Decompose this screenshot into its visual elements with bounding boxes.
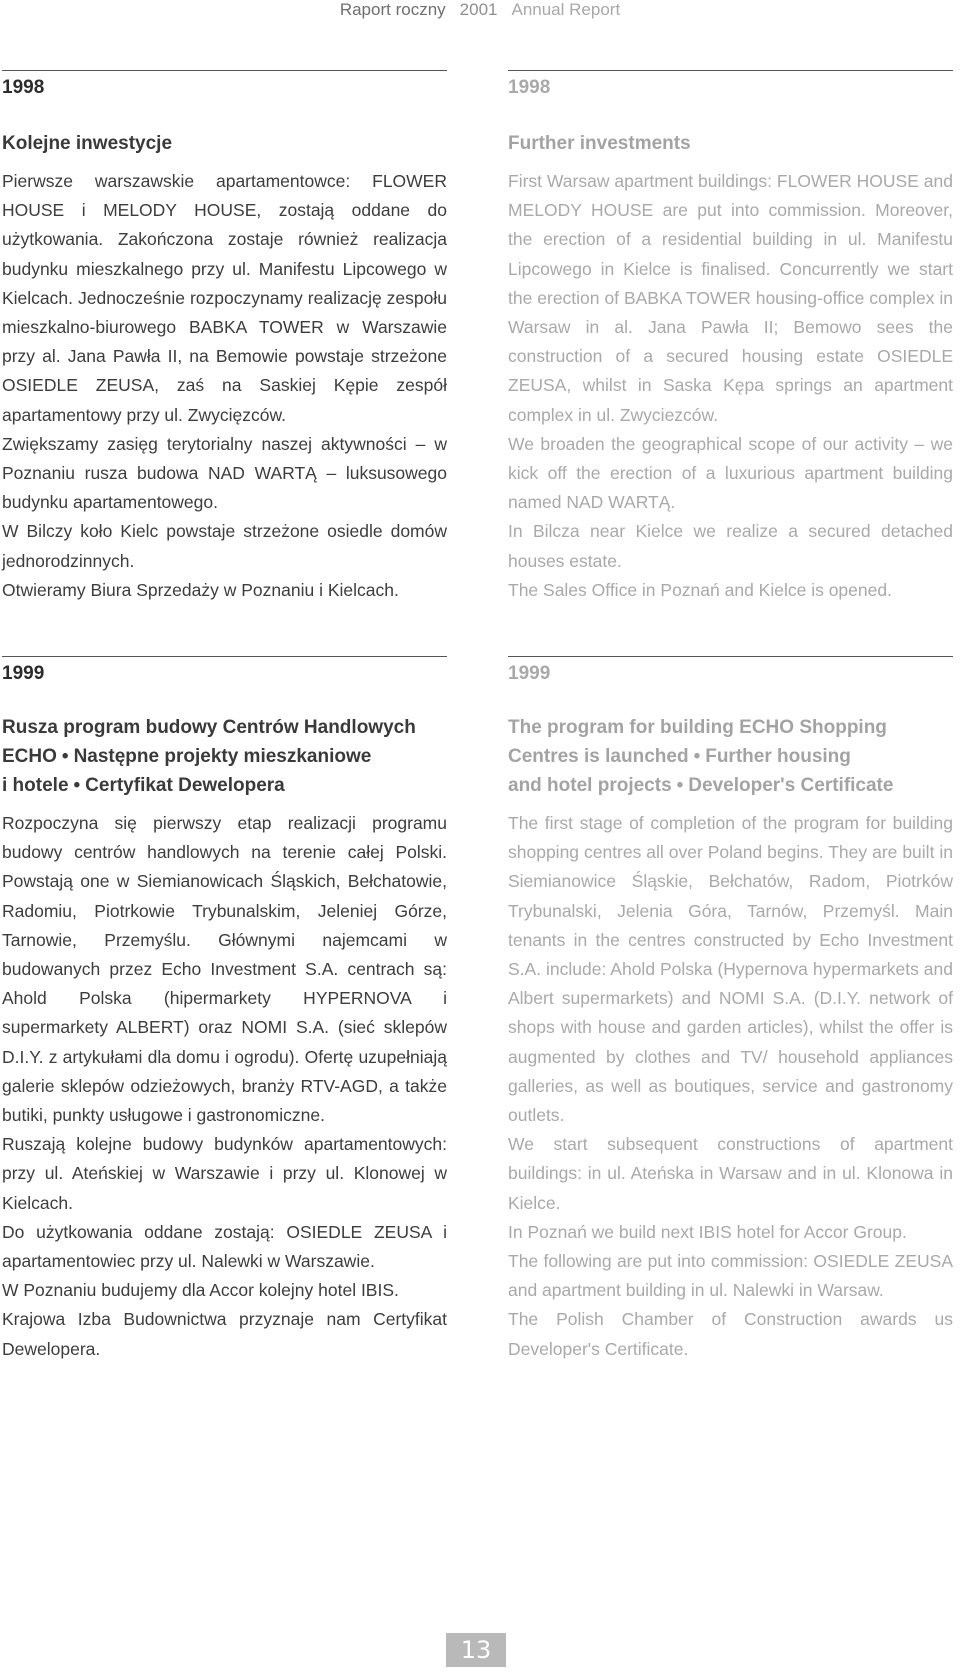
header-subtitle: Annual Report bbox=[511, 0, 621, 19]
paragraph: The Sales Office in Poznań and Kielce is opened. bbox=[508, 579, 892, 600]
paragraph: We broaden the geographical scope of our activity – we kick off the erection of a luxurious apartment building named NAD WARTĄ. bbox=[508, 433, 953, 513]
section-heading bbox=[2, 129, 447, 158]
section-divider bbox=[2, 70, 447, 71]
section-divider bbox=[508, 70, 953, 71]
section-body bbox=[508, 809, 953, 1364]
paragraph: Do użytkowania oddane zostają: OSIEDLE ZEUSA i apartamentowiec przy ul. Nalewki w Warszawie. bbox=[2, 1221, 447, 1272]
paragraph: Otwieramy Biura Sprzedaży w Poznaniu i Kielcach. bbox=[2, 579, 399, 600]
paragraph: Ruszają kolejne budowy budynków apartamentowych: przy ul. Ateńskiej w Warszawie i przy ul. Klonowej w Kielcach. bbox=[2, 1134, 447, 1213]
paragraph: Pierwsze warszawskie apartamentowce: FLOWER HOUSE i MELODY HOUSE, zostają oddane do użytkowania. Zakończona zostaje również realizacja budynku mieszkalnego przy ul. Manifestu Lipcowego w Kielcach. Jednocześnie rozpoczynamy realizację zespołu mieszkalno-biurowego BABKA TOWER w Warszawie przy al. Jana Pawła II, na Bemowie powstaje strzeżone OSIEDLE ZEUSA, zaś na Saskiej Kępie zespół apartamentowy przy ul. Zwycięzców. bbox=[2, 171, 447, 425]
section-heading bbox=[2, 713, 447, 800]
heading-line: The program for building ECHO Shopping bbox=[508, 717, 887, 738]
section-1999-en bbox=[508, 656, 953, 1364]
heading-line: Certyfikat Dewelopera bbox=[85, 775, 285, 796]
paragraph: In Bilcza near Kielce we realize a secured detached houses estate. bbox=[508, 521, 953, 571]
heading-line: ECHO bbox=[2, 746, 57, 767]
bullet-separator: • bbox=[73, 775, 81, 796]
header-year: 2001 bbox=[459, 0, 498, 19]
heading-line: and hotel projects bbox=[508, 775, 672, 796]
paragraph: Rozpoczyna się pierwszy etap realizacji programu budowy centrów handlowych na terenie całej Polski. Powstają one w Siemianowicach Śląskich, Bełchatowie, Radomiu, Piotrkowie Trybunalskim, Jeleniej Górze, Tarnowie, Przemyślu. Głównymi najemcami w budowanych przez Echo Investment S.A. centrach są: Ahold Polska (hipermarkety HYPERNOVA i supermarkety ALBERT) oraz NOMI S.A. (sieć sklepów D.I.Y. z artykułami dla domu i ogrodu). Ofertę uzupełniają galerie sklepów odzieżowych, branży RTV-AGD, a także butiki, punkty usługowe i gastronomiczne. bbox=[2, 813, 447, 1126]
paragraph: Zwiększamy zasięg terytorialny naszej aktywności – w Poznaniu rusza budowa NAD WARTĄ – luksusowego budynku apartamentowego. bbox=[2, 433, 447, 513]
paragraph: The Polish Chamber of Construction awards us Developer's Certificate. bbox=[508, 1309, 953, 1359]
paragraph: W Bilczy koło Kielc powstaje strzeżone osiedle domów jednorodzinnych. bbox=[2, 521, 447, 571]
section-year: 1998 bbox=[508, 77, 551, 98]
heading-line: Further investments bbox=[508, 133, 691, 154]
paragraph: The first stage of completion of the program for building shopping centres all over Poland begins. They are built in Siemianowice Śląskie, Bełchatów, Radom, Piotrków Trybunalski, Jelenia Góra, Tarnów, Przemyśl. Main tenants in the centres constructed by Echo Investment S.A. include: Ahold Polska (Hypernova hypermarkets and Albert supermarkets) and NOMI S.A. (D.I.Y. network of shops with house and garden articles), whilst the offer is augmented by clothes and TV/ household appliances galleries, as well as boutiques, service and gastronomy outlets. bbox=[508, 813, 953, 1126]
running-header bbox=[0, 0, 960, 22]
section-heading bbox=[508, 129, 953, 158]
section-1999-pl bbox=[2, 656, 447, 1364]
section-divider bbox=[2, 656, 447, 657]
heading-line: Further housing bbox=[705, 746, 851, 767]
section-year: 1999 bbox=[2, 663, 45, 684]
section-1998-pl bbox=[2, 70, 447, 605]
bullet-separator: • bbox=[693, 746, 701, 767]
paragraph: In Poznań we build next IBIS hotel for Accor Group. bbox=[508, 1221, 907, 1242]
section-1998-en bbox=[508, 70, 953, 605]
section-year: 1998 bbox=[2, 77, 45, 98]
section-body bbox=[2, 809, 447, 1364]
paragraph: First Warsaw apartment buildings: FLOWER HOUSE and MELODY HOUSE are put into commission. Moreover, the erection of a residential building in ul. Manifestu Lipcowego in Kielce is finalised. Concurrently we start the erection of BABKA TOWER housing-office complex in Warsaw in al. Jana Pawła II; Bemowo sees the construction of a secured housing estate OSIEDLE ZEUSA, whilst in Saska Kępa springs an apartment complex in ul. Zwyciezców. bbox=[508, 171, 953, 425]
paragraph: W Poznaniu budujemy dla Accor kolejny hotel IBIS. bbox=[2, 1280, 399, 1301]
section-body bbox=[508, 167, 953, 605]
paragraph: Krajowa Izba Budownictwa przyznaje nam Certyfikat Dewelopera. bbox=[2, 1309, 447, 1359]
bullet-separator: • bbox=[61, 746, 69, 767]
section-divider bbox=[508, 656, 953, 657]
heading-line: Rusza program budowy Centrów Handlowych bbox=[2, 717, 416, 738]
heading-line: Centres is launched bbox=[508, 746, 689, 767]
section-heading bbox=[508, 713, 953, 800]
paragraph: The following are put into commission: OSIEDLE ZEUSA and apartment building in ul. Nalewki in Warsaw. bbox=[508, 1251, 953, 1301]
header-title: Raport roczny bbox=[339, 0, 446, 19]
heading-line: Następne projekty mieszkaniowe bbox=[73, 746, 372, 767]
heading-line: i hotele bbox=[2, 775, 69, 796]
paragraph: We start subsequent constructions of apartment buildings: in ul. Ateńska in Warsaw and in ul. Klonowa in Kielce. bbox=[508, 1134, 953, 1213]
page-number: 13 bbox=[446, 1633, 506, 1667]
heading-line: Developer's Certificate bbox=[688, 775, 894, 796]
heading-line: Kolejne inwestycje bbox=[2, 133, 173, 154]
bullet-separator: • bbox=[676, 775, 684, 796]
section-year: 1999 bbox=[508, 663, 551, 684]
section-body bbox=[2, 167, 447, 605]
